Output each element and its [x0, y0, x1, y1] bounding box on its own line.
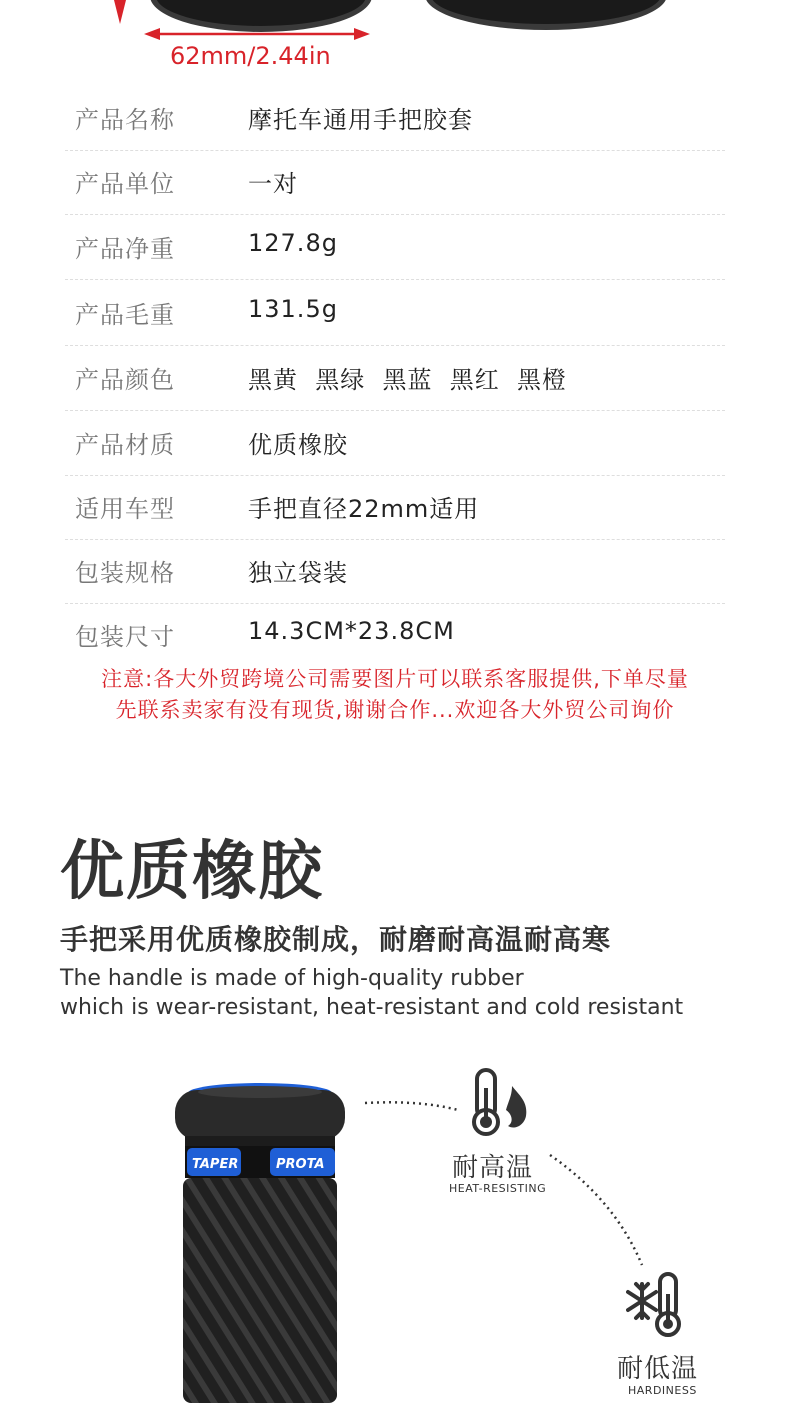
section-title: 优质橡胶: [60, 835, 324, 909]
subtitle-en-line-2: which is wear-resistant, heat-resistant and cold resistant: [60, 995, 684, 1020]
spec-value: 131.5g: [248, 295, 338, 323]
spec-row-net-weight: [65, 215, 725, 280]
dotted-connectors: [0, 1080, 790, 1300]
grip-brand-text-1: TAPER: [192, 1157, 239, 1172]
spec-label: 产品毛重: [75, 301, 175, 329]
cold-resisting-label-cn: 耐低温: [617, 1354, 699, 1384]
spec-label: 产品单位: [75, 170, 175, 198]
spec-label: 产品净重: [75, 235, 175, 263]
grip-top-view-right: [425, 0, 667, 30]
spec-label: 产品材质: [75, 431, 175, 459]
spec-label: 产品颜色: [75, 366, 175, 394]
thermometer-flame-icon: [468, 1066, 530, 1138]
spec-value: 一对: [248, 170, 298, 198]
notice-line-1: 注意:各大外贸跨境公司需要图片可以联系客服提供,下单尽量: [101, 667, 689, 691]
snowflake-thermometer-icon: [626, 1270, 686, 1342]
section-subtitle-cn: 手把采用优质橡胶制成，耐磨耐高温耐高寒: [60, 923, 612, 956]
subtitle-en-line-1: The handle is made of high-quality rubber: [60, 966, 524, 991]
notice-line-2: 先联系卖家有没有现货,谢谢合作...欢迎各大外贸公司询价: [115, 698, 675, 722]
spec-value: 手把直径22mm适用: [248, 495, 480, 523]
spec-row-unit: [65, 150, 725, 215]
spec-value: 127.8g: [248, 229, 338, 257]
spec-row-package-size: [65, 603, 725, 667]
heat-resisting-label-cn: 耐高温: [452, 1153, 534, 1183]
spec-label: 适用车型: [75, 495, 175, 523]
spec-row-vehicle: [65, 475, 725, 540]
spec-value: 独立袋装: [248, 559, 348, 587]
spec-row-name: [65, 86, 725, 151]
heat-resisting-label-en: HEAT-RESISTING: [449, 1182, 547, 1195]
spec-row-gross-weight: [65, 281, 725, 346]
dimension-label: 62mm/2.44in: [170, 42, 331, 70]
section-subtitle-en: [60, 964, 683, 1022]
spec-value: 14.3CM*23.8CM: [248, 617, 455, 645]
spec-row-material: [65, 411, 725, 476]
spec-value: 优质橡胶: [248, 431, 348, 459]
cold-resisting-label-en: HARDINESS: [628, 1384, 697, 1397]
spec-value: 黑黄 黑绿 黑蓝 黑红 黑橙: [248, 366, 568, 394]
grip-brand-text-2: PROTA: [276, 1157, 325, 1172]
spec-row-packaging: [65, 539, 725, 604]
spec-row-color: [65, 346, 725, 411]
spec-value: 摩托车通用手把胶套: [248, 106, 473, 134]
spec-label: 包装规格: [75, 559, 175, 587]
spec-label: 包装尺寸: [75, 623, 175, 651]
spec-label: 产品名称: [75, 106, 175, 134]
